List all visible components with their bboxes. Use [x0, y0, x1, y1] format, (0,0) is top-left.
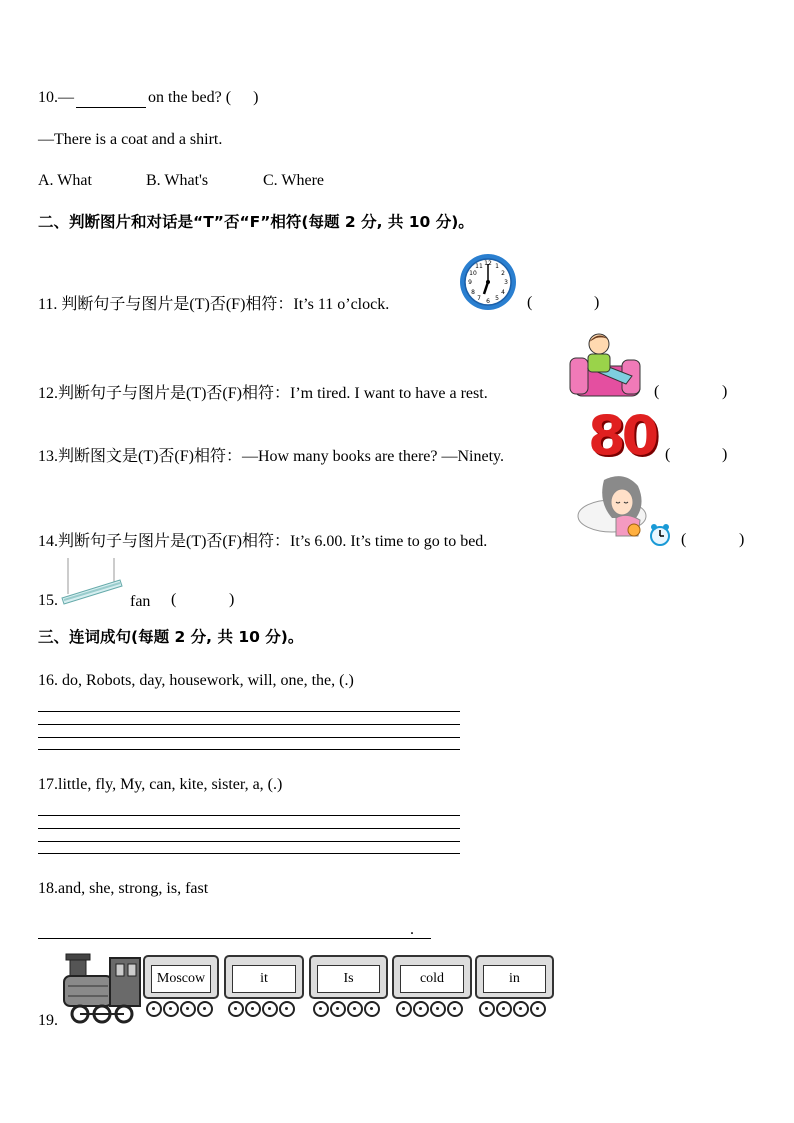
svg-text:3: 3	[504, 279, 508, 286]
train-car-word: it	[232, 965, 296, 993]
clock-icon	[458, 252, 518, 312]
svg-text:10: 10	[469, 270, 477, 277]
q10-question: on the bed? (	[148, 89, 232, 106]
svg-text:1: 1	[495, 263, 499, 270]
q10-paren-close: )	[253, 89, 259, 106]
q16-answer-line-2[interactable]	[38, 724, 460, 725]
train-car-5-wheels	[479, 1001, 547, 1021]
train-car-2-wheels	[228, 1001, 296, 1021]
svg-text:8: 8	[471, 289, 475, 296]
q10-blank[interactable]	[76, 91, 146, 108]
q17-text: 17.little, fly, My, can, kite, sister, a, (.)	[38, 776, 283, 793]
q11-paren-open[interactable]: (	[527, 294, 533, 311]
svg-text:7: 7	[477, 295, 481, 302]
train-car-4[interactable]	[392, 955, 472, 999]
q13-text: 13.判断图文是(T)否(F)相符：—How many books are there? —Ninety.	[38, 448, 504, 465]
q11-text: 11. 判断句子与图片是(T)否(F)相符：It’s 11 o’clock.	[38, 296, 390, 313]
svg-text:9: 9	[468, 279, 472, 286]
q16-answer-line-4[interactable]	[38, 749, 460, 750]
train-car-4-wheels	[396, 1001, 464, 1021]
train-car-word: Is	[317, 965, 380, 993]
train-car-word: Moscow	[151, 965, 211, 993]
q13-paren-open[interactable]: (	[665, 446, 671, 463]
svg-text:4: 4	[501, 289, 505, 296]
train-car-1-wheels	[146, 1001, 214, 1021]
tired-person-icon	[566, 328, 644, 400]
svg-text:11: 11	[475, 263, 483, 270]
q11-paren-close[interactable]: )	[594, 294, 600, 311]
q17-answer-line-4[interactable]	[38, 853, 460, 854]
q10-number: 10.—	[38, 89, 74, 106]
q10-option-c[interactable]: C. Where	[263, 172, 325, 189]
q19-number: 19.	[38, 1012, 58, 1029]
section2-title: 二、判断图片和对话是“T”否“F”相符(每题 2 分, 共 10 分)。	[38, 213, 474, 231]
q12-paren-open[interactable]: (	[654, 383, 660, 400]
q14-text: 14.判断句子与图片是(T)否(F)相符：It’s 6.00. It’s time to go to bed.	[38, 533, 488, 550]
q15-paren-open[interactable]: (	[171, 591, 177, 608]
svg-text:5: 5	[495, 295, 499, 302]
q18-dot: .	[410, 921, 414, 938]
train-car-3-wheels	[313, 1001, 381, 1021]
number-80-image: 80	[588, 404, 656, 467]
q16-answer-line-1[interactable]	[38, 711, 460, 712]
fluorescent-lamp-icon	[58, 556, 126, 608]
svg-text:6: 6	[486, 298, 490, 305]
train-engine-icon	[60, 952, 142, 1024]
sleeping-girl-icon	[576, 472, 672, 548]
q17-answer-line-1[interactable]	[38, 815, 460, 816]
train-car-3[interactable]	[309, 955, 388, 999]
q12-paren-close[interactable]: )	[722, 383, 728, 400]
q14-paren-open[interactable]: (	[681, 531, 687, 548]
q14-paren-close[interactable]: )	[739, 531, 745, 548]
q12-text: 12.判断句子与图片是(T)否(F)相符：I’m tired. I want to have a rest.	[38, 385, 488, 402]
q15-paren-close[interactable]: )	[229, 591, 235, 608]
q16-text: 16. do, Robots, day, housework, will, one, the, (.)	[38, 672, 354, 689]
q16-answer-line-3[interactable]	[38, 737, 460, 738]
q15-word: fan	[130, 593, 151, 610]
q13-paren-close[interactable]: )	[722, 446, 728, 463]
q15-number: 15.	[38, 592, 58, 609]
svg-text:12: 12	[484, 260, 492, 267]
q17-answer-line-2[interactable]	[38, 828, 460, 829]
train-car-5[interactable]	[475, 955, 554, 999]
train-car-word: in	[483, 965, 546, 993]
q10-answer-line: —There is a coat and a shirt.	[38, 131, 223, 148]
svg-text:2: 2	[501, 270, 505, 277]
q10-option-b[interactable]: B. What's	[146, 172, 209, 189]
q18-text: 18.and, she, strong, is, fast	[38, 880, 209, 897]
train-car-word: cold	[400, 965, 464, 993]
section3-title: 三、连词成句(每题 2 分, 共 10 分)。	[38, 628, 304, 646]
q10-option-a[interactable]: A. What	[38, 172, 92, 189]
q18-answer-line[interactable]	[38, 938, 431, 939]
train-car-2[interactable]	[224, 955, 304, 999]
q10-stem	[38, 88, 258, 108]
train-car-1[interactable]	[143, 955, 219, 999]
q17-answer-line-3[interactable]	[38, 841, 460, 842]
